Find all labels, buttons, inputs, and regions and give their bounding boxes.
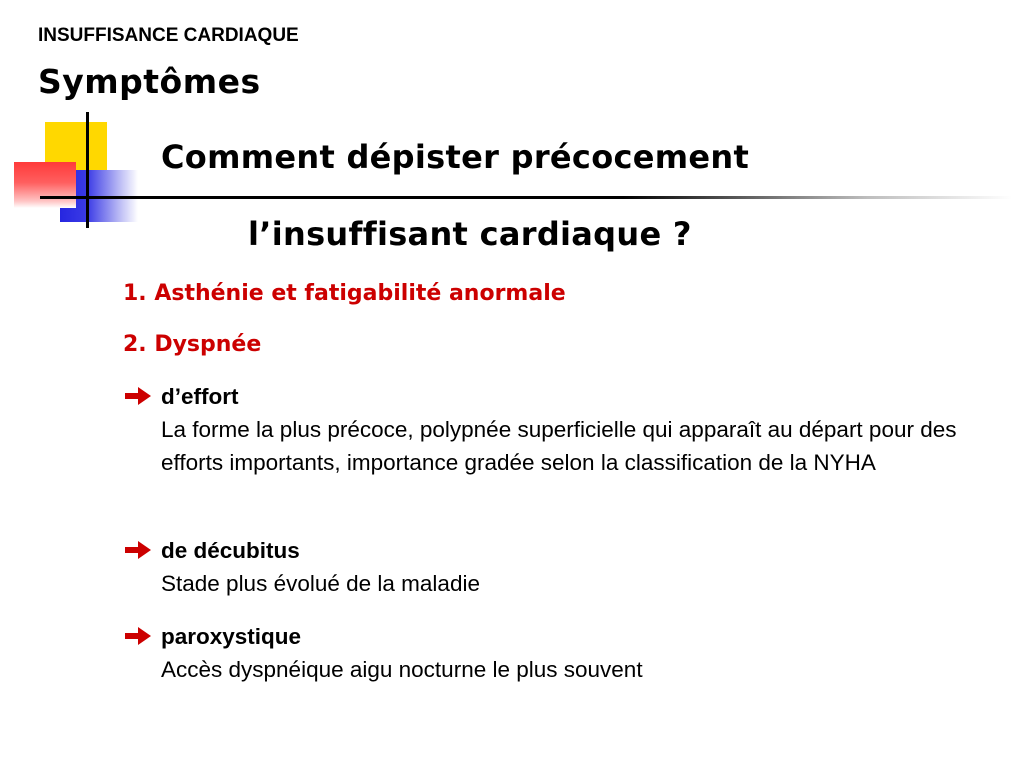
arrow-right-icon xyxy=(123,540,153,560)
horizontal-rule xyxy=(40,196,1012,199)
arrow-right-icon xyxy=(123,626,153,646)
symptom-term: d’effort xyxy=(161,384,239,409)
headline-line-2: l’insuffisant cardiaque ? xyxy=(248,215,692,253)
section-title: Symptômes xyxy=(38,62,261,101)
symptom-description: La forme la plus précoce, polypnée superficielle qui apparaît au départ pour des efforts importants, importance gradée selon la classification de la NYHA xyxy=(161,417,957,475)
symptom-description: Accès dyspnéique aigu nocturne le plus souvent xyxy=(161,657,643,682)
symptom-term: paroxystique xyxy=(161,624,302,649)
numbered-item-1: 1. Asthénie et fatigabilité anormale xyxy=(123,281,566,306)
symptom-item-paroxystique xyxy=(123,620,1013,686)
vertical-rule xyxy=(86,112,89,228)
symptom-description: Stade plus évolué de la maladie xyxy=(161,571,480,596)
header-label: INSUFFISANCE CARDIAQUE xyxy=(38,25,299,46)
numbered-item-2: 2. Dyspnée xyxy=(123,332,262,357)
symptom-item-effort xyxy=(123,380,1013,479)
headline-line-1: Comment dépister précocement xyxy=(161,138,750,176)
symptom-term: de décubitus xyxy=(161,538,300,563)
arrow-right-icon xyxy=(123,386,153,406)
symptom-item-decubitus xyxy=(123,534,1013,600)
red-square xyxy=(14,162,76,208)
